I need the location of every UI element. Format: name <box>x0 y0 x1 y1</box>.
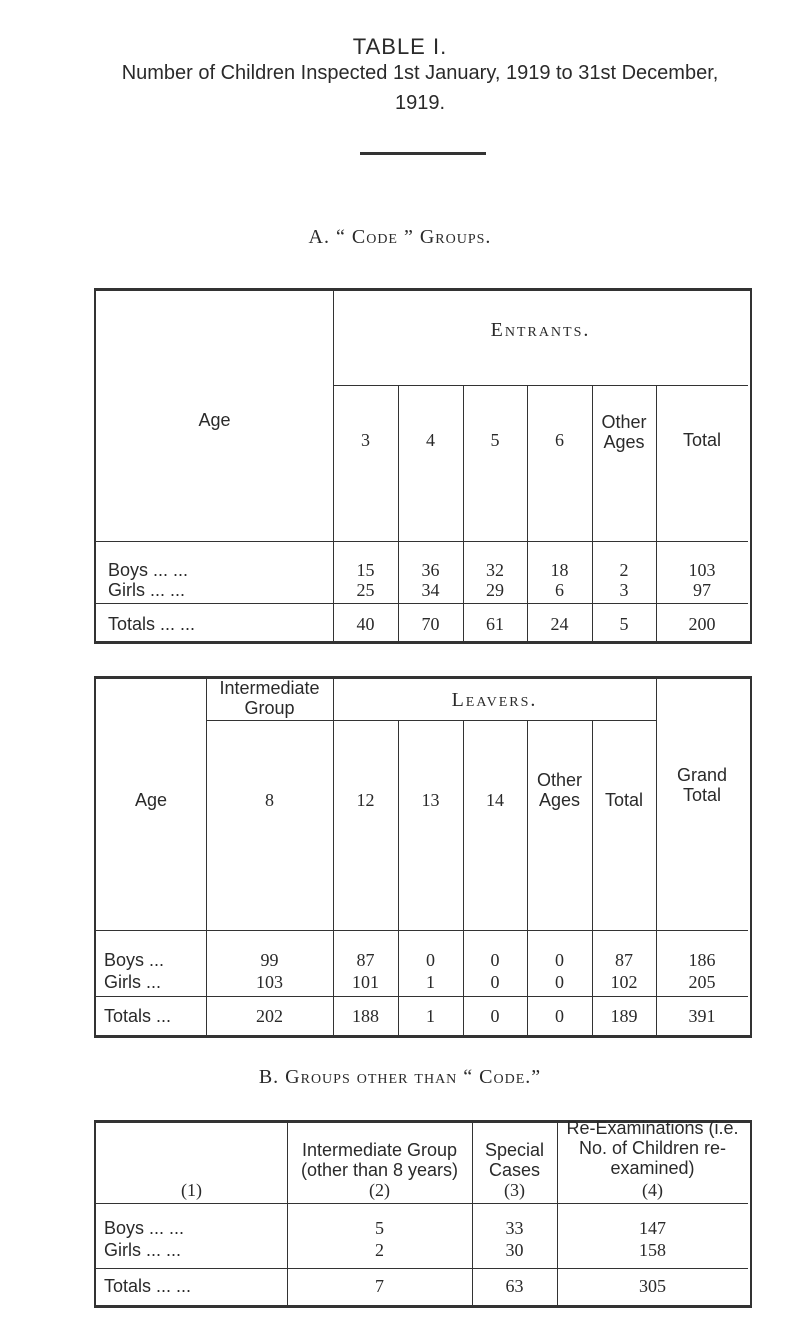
table-cell: 103 <box>256 972 283 992</box>
row-label: Girls ... ... <box>108 580 186 600</box>
row-label: Totals ... ... <box>108 614 196 634</box>
table-cell: 3 <box>619 580 629 600</box>
row-label: Totals ... <box>104 1006 172 1026</box>
table-cell: 1 <box>426 1006 435 1026</box>
col-header: Re-Examinations (i.e. No. of Children re-examined) <box>566 1118 739 1178</box>
table-cell: 30 <box>505 1240 524 1260</box>
table-cell: 0 <box>490 950 500 970</box>
table-cell: 2 <box>619 560 629 580</box>
grand-total-header: Grand Total <box>676 765 728 805</box>
col-header: 5 <box>490 430 500 450</box>
row-label: Girls ... <box>104 972 161 992</box>
table-cell: 102 <box>610 972 638 992</box>
col-header: Special Cases <box>484 1140 545 1180</box>
table-cell: 0 <box>490 1006 500 1026</box>
table-cell: 101 <box>352 972 379 992</box>
col-number: (1) <box>181 1180 202 1200</box>
table-cell: 40 <box>356 614 375 634</box>
col-header: Other Ages <box>536 770 583 810</box>
col-header: 13 <box>421 790 440 810</box>
col-number: (2) <box>369 1180 390 1200</box>
table-cell: 200 <box>688 614 716 634</box>
table-cell: 305 <box>639 1276 666 1296</box>
col-header: 3 <box>361 430 370 450</box>
row-label: Boys ... <box>104 950 165 970</box>
col-header: Intermediate Group (other than 8 years) <box>300 1140 459 1180</box>
table-cell: 5 <box>619 614 629 634</box>
table-cell: 158 <box>639 1240 666 1260</box>
table-cell: 29 <box>486 580 504 600</box>
table-cell: 34 <box>421 580 440 600</box>
table-cell: 0 <box>426 950 435 970</box>
table-cell: 186 <box>688 950 716 970</box>
col-number: (3) <box>504 1180 525 1200</box>
table-cell: 202 <box>256 1006 283 1026</box>
table-cell: 32 <box>486 560 504 580</box>
table-cell: 1 <box>426 972 435 992</box>
table-cell: 33 <box>505 1218 524 1238</box>
table-cell: 205 <box>688 972 716 992</box>
table-cell: 15 <box>356 560 375 580</box>
intermediate-header: Intermediate Group <box>219 678 320 718</box>
table-cell: 189 <box>610 1006 638 1026</box>
table-cell: 99 <box>260 950 279 970</box>
col-number: (4) <box>642 1180 663 1200</box>
table-cell: 0 <box>555 950 564 970</box>
table-cell: 147 <box>639 1218 666 1238</box>
table-subtitle: Number of Children Inspected 1st January, 1919 to 31st December, 1919. <box>121 62 719 114</box>
row-label: Totals ... ... <box>104 1276 192 1296</box>
row-label: Boys ... ... <box>108 560 189 580</box>
table-cell: 24 <box>550 614 569 634</box>
table-cell: 63 <box>505 1276 524 1296</box>
section-a-heading: A. “ Code ” Groups. <box>308 226 492 248</box>
col-header: Total <box>604 790 644 810</box>
entrants-header: Entrants. <box>490 319 591 341</box>
col-header: 12 <box>356 790 375 810</box>
col-header: Total <box>682 430 722 450</box>
row-label: Boys ... ... <box>104 1218 185 1238</box>
section-b-heading: B. Groups other than “ Code.” <box>258 1066 542 1088</box>
table-cell: 18 <box>550 560 569 580</box>
age-header: Age <box>134 790 168 810</box>
table-cell: 0 <box>555 1006 564 1026</box>
leavers-header: Leavers. <box>451 689 538 711</box>
age-header: Age <box>198 410 231 430</box>
row-label: Girls ... ... <box>104 1240 182 1260</box>
col-header: 8 <box>265 790 274 810</box>
table-cell: 97 <box>693 580 711 600</box>
title-rule <box>360 152 486 155</box>
col-header: Other Ages <box>601 412 647 452</box>
table-cell: 87 <box>615 950 633 970</box>
col-header: 6 <box>555 430 564 450</box>
table-cell: 5 <box>375 1218 384 1238</box>
col-header: 4 <box>426 430 435 450</box>
table-cell: 391 <box>688 1006 716 1026</box>
table-cell: 0 <box>555 972 564 992</box>
table-cell: 25 <box>356 580 375 600</box>
table-cell: 103 <box>688 560 716 580</box>
table-cell: 6 <box>555 580 564 600</box>
table-cell: 188 <box>352 1006 379 1026</box>
table-cell: 87 <box>356 950 375 970</box>
table-cell: 61 <box>486 614 504 634</box>
col-header: 14 <box>486 790 504 810</box>
table-cell: 70 <box>421 614 440 634</box>
table-cell: 7 <box>375 1276 384 1296</box>
table-title: TABLE I. <box>352 34 448 59</box>
table-cell: 36 <box>421 560 440 580</box>
table-cell: 2 <box>375 1240 384 1260</box>
table-cell: 0 <box>490 972 500 992</box>
